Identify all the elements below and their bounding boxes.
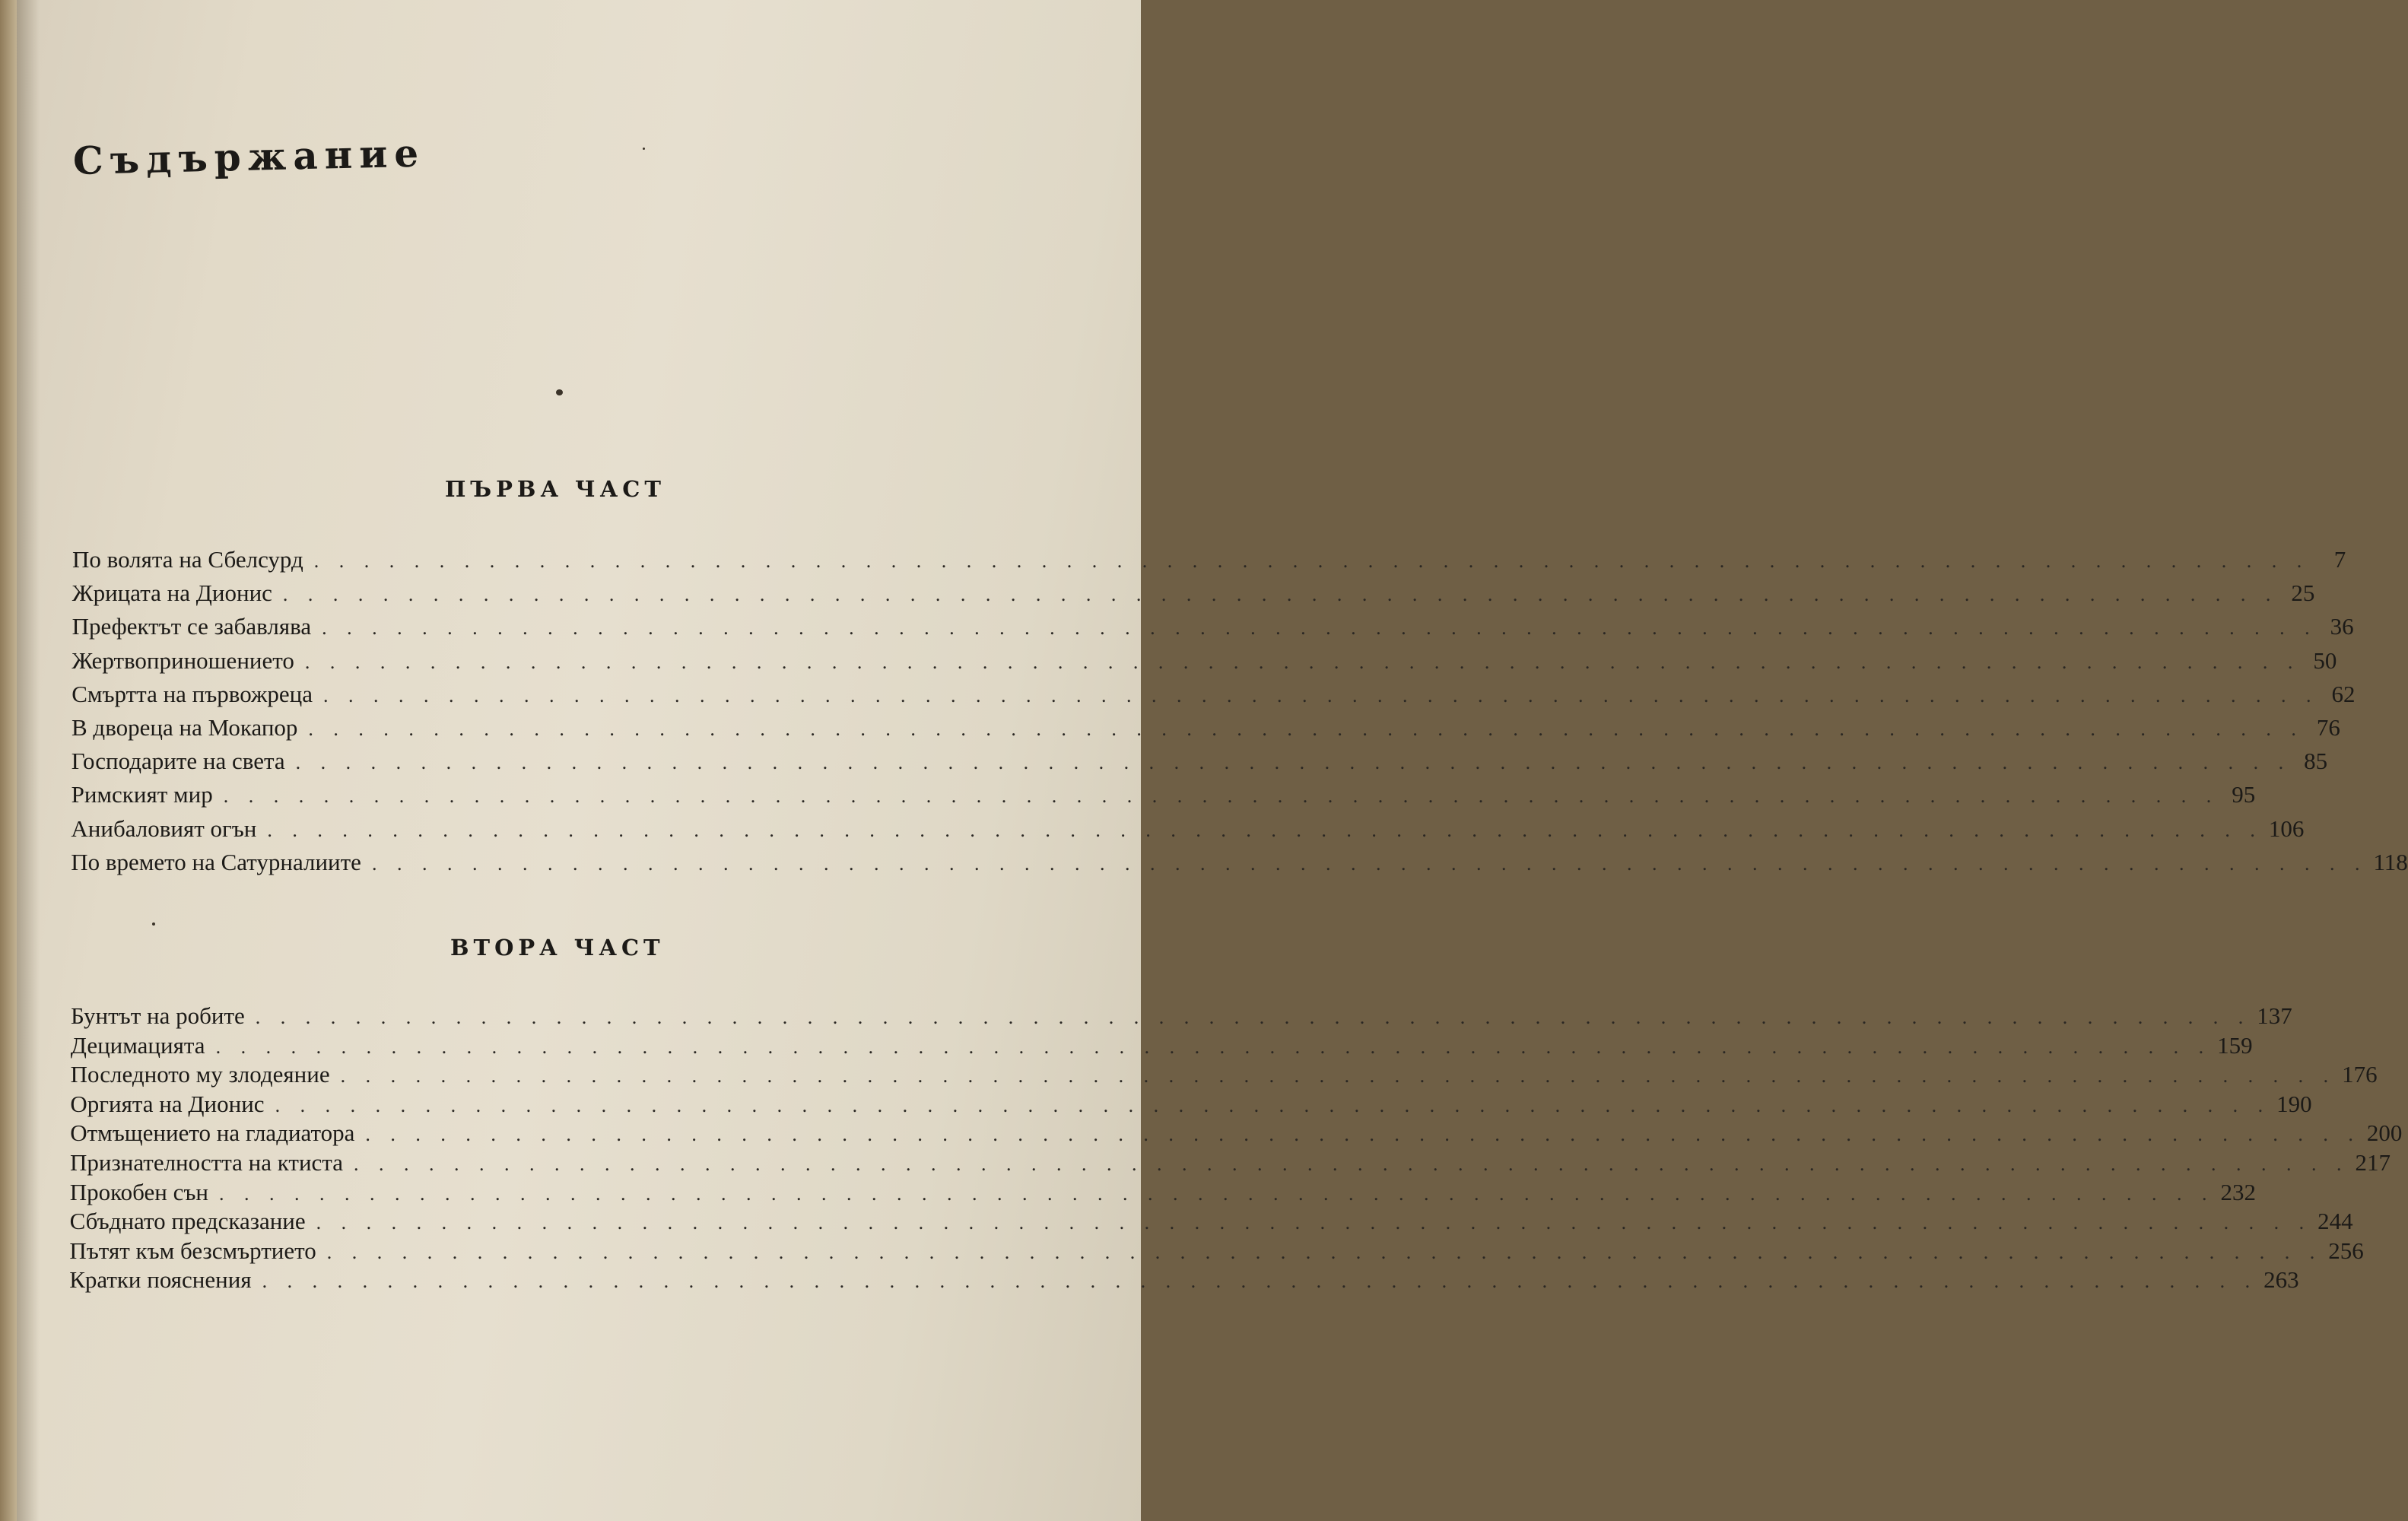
toc-entry-page-number: 76 [2316, 714, 2340, 741]
toc-entry [71, 580, 2315, 607]
toc-entry-title: Децимацията [70, 1031, 205, 1059]
toc-entry [70, 1090, 2312, 1118]
toc-entry [69, 1178, 2257, 1206]
toc-entry-page-number: 36 [2330, 613, 2354, 640]
toc-entry-page-number: 176 [2342, 1061, 2378, 1088]
book-spine-edge [0, 0, 17, 1521]
toc-entry-page-number: 190 [2276, 1090, 2312, 1117]
toc-leader-dots: . . . . . . . . . . . . . . . . . . . . . . . . . . . . . . . . . . . . . . . . . . . . . . . . . . . . . . . . . . . . . . . . . . . . . . . . . . . . . . . . [308, 718, 2304, 740]
toc-entry-title: Кратки пояснения [69, 1266, 252, 1294]
toc-entry [71, 1002, 2292, 1030]
toc-entry-title: По времето на Сатурналиите [71, 848, 361, 875]
page-gutter-shadow [17, 0, 40, 1521]
toc-entry-title: Сбъднато предсказание [69, 1208, 306, 1235]
toc-leader-dots: . . . . . . . . . . . . . . . . . . . . . . . . . . . . . . . . . . . . . . . . . . . . . . . . . . . . . . . . . . . . . . . . . . . . . . . . . . . . . . . . [295, 751, 2292, 774]
toc-entry-page-number: 62 [2331, 680, 2356, 707]
toc-leader-dots: . . . . . . . . . . . . . . . . . . . . . . . . . . . . . . . . . . . . . . . . . . . . . . . . . . . . . . . . . . . . . . . . . . . . . . . . . . . . . . . . [322, 684, 2319, 707]
toc-entry [71, 613, 2354, 640]
toc-entry [71, 714, 2340, 741]
toc-entry-page-number: 118 [2373, 848, 2408, 875]
toc-entry-page-number: 25 [2291, 580, 2315, 607]
toc-entry [70, 1061, 2378, 1088]
toc-entry-title: Смъртта на първожреца [71, 680, 313, 707]
toc-entry [70, 1119, 2403, 1147]
toc-entry-title: Бунтът на робите [71, 1002, 245, 1029]
toc-leader-dots: . . . . . . . . . . . . . . . . . . . . . . . . . . . . . . . . . . . . . . . . . . . . . . . . . . . . . . . . . . . . . . . . . . . . . . . . . . . . . . . . [215, 1035, 2212, 1058]
toc-entry [71, 848, 2408, 876]
toc-entry-page-number: 256 [2328, 1237, 2364, 1264]
toc-entry-title: В двореца на Мокапор [71, 714, 298, 741]
part-one-heading: ПЪРВА ЧАСТ [445, 476, 666, 502]
toc-entry-title: Жрицата на Дионис [71, 580, 272, 607]
toc-leader-dots: . . . . . . . . . . . . . . . . . . . . . . . . . . . . . . . . . . . . . . . . . . . . . . . . . . . . . . . . . . . . . . . . . . . . . . . . . . . . . . . . [340, 1065, 2337, 1088]
toc-entry [71, 814, 2305, 843]
toc-leader-dots: . . . . . . . . . . . . . . . . . . . . . . . . . . . . . . . . . . . . . . . . . . . . . . . . . . . . . . . . . . . . . . . . . . . . . . . . . . . . . . . . [313, 550, 2310, 572]
toc-entry-page-number: 106 [2268, 814, 2305, 842]
toc-entry-page-number: 217 [2355, 1149, 2391, 1176]
toc-entry-page-number: 7 [2333, 546, 2346, 573]
toc-entry [71, 680, 2356, 708]
toc-entry [72, 546, 2346, 573]
toc-entry [69, 1237, 2364, 1265]
toc-entry-page-number: 200 [2366, 1119, 2403, 1147]
toc-entry-page-number: 263 [2263, 1266, 2299, 1294]
toc-entry [71, 781, 2256, 808]
toc-entry-title: Анибаловият огън [71, 814, 257, 842]
toc-entry-page-number: 95 [2232, 781, 2256, 808]
toc-leader-dots: . . . . . . . . . . . . . . . . . . . . . . . . . . . . . . . . . . . . . . . . . . . . . . . . . . . . . . . . . . . . . . . . . . . . . . . . . . . . . . . . [223, 785, 2219, 808]
ink-speck [152, 922, 155, 926]
toc-entry-title: Жертвоприношението [71, 646, 294, 674]
toc-entry [70, 1031, 2253, 1059]
part-two-heading: ВТОРА ЧАСТ [450, 935, 665, 961]
toc-leader-dots: . . . . . . . . . . . . . . . . . . . . . . . . . . . . . . . . . . . . . . . . . . . . . . . . . . . . . . . . . . . . . . . . . . . . . . . . . . . . . . . . [255, 1006, 2251, 1028]
toc-entry [71, 748, 2328, 775]
toc-leader-dots: . . . . . . . . . . . . . . . . . . . . . . . . . . . . . . . . . . . . . . . . . . . . . . . . . . . . . . . . . . . . . . . . . . . . . . . . . . . . . . . . [353, 1153, 2349, 1175]
toc-leader-dots: . . . . . . . . . . . . . . . . . . . . . . . . . . . . . . . . . . . . . . . . . . . . . . . . . . . . . . . . . . . . . . . . . . . . . . . . . . . . . . . . [304, 650, 2301, 673]
toc-leader-dots: . . . . . . . . . . . . . . . . . . . . . . . . . . . . . . . . . . . . . . . . . . . . . . . . . . . . . . . . . . . . . . . . . . . . . . . . . . . . . . . . [365, 1123, 2361, 1146]
toc-entry-title: Признателността на ктиста [70, 1149, 343, 1176]
toc-entry-page-number: 137 [2257, 1002, 2292, 1029]
toc-entry-page-number: 244 [2317, 1208, 2353, 1235]
toc-entry-page-number: 159 [2217, 1031, 2253, 1059]
toc-leader-dots: . . . . . . . . . . . . . . . . . . . . . . . . . . . . . . . . . . . . . . . . . . . . . . . . . . . . . . . . . . . . . . . . . . . . . . . . . . . . . . . . [262, 1270, 2258, 1293]
toc-entry [70, 1149, 2391, 1176]
toc-leader-dots: . . . . . . . . . . . . . . . . . . . . . . . . . . . . . . . . . . . . . . . . . . . . . . . . . . . . . . . . . . . . . . . . . . . . . . . . . . . . . . . . [322, 617, 2317, 640]
toc-leader-dots: . . . . . . . . . . . . . . . . . . . . . . . . . . . . . . . . . . . . . . . . . . . . . . . . . . . . . . . . . . . . . . . . . . . . . . . . . . . . . . . . [316, 1211, 2312, 1234]
toc-entry-title: Пътят към безсмъртието [69, 1237, 316, 1264]
toc-entry [69, 1208, 2353, 1235]
toc-leader-dots: . . . . . . . . . . . . . . . . . . . . . . . . . . . . . . . . . . . . . . . . . . . . . . . . . . . . . . . . . . . . . . . . . . . . . . . . . . . . . . . . [267, 818, 2263, 841]
toc-entry-title: Отмъщението на гладиатора [70, 1119, 355, 1147]
toc-entry-title: Последното му злодеяние [70, 1061, 330, 1088]
toc-entry [69, 1266, 2299, 1294]
toc-entry-title: Оргията на Дионис [70, 1090, 265, 1117]
toc-entry [71, 646, 2337, 675]
toc-leader-dots: . . . . . . . . . . . . . . . . . . . . . . . . . . . . . . . . . . . . . . . . . . . . . . . . . . . . . . . . . . . . . . . . . . . . . . . . . . . . . . . . [282, 583, 2279, 606]
toc-entry-title: Господарите на света [71, 748, 285, 775]
toc-entry-title: Римският мир [71, 781, 213, 808]
toc-entry-page-number: 85 [2304, 748, 2328, 775]
ink-speck [643, 148, 645, 150]
toc-leader-dots: . . . . . . . . . . . . . . . . . . . . . . . . . . . . . . . . . . . . . . . . . . . . . . . . . . . . . . . . . . . . . . . . . . . . . . . . . . . . . . . . [275, 1094, 2271, 1116]
toc-leader-dots: . . . . . . . . . . . . . . . . . . . . . . . . . . . . . . . . . . . . . . . . . . . . . . . . . . . . . . . . . . . . . . . . . . . . . . . . . . . . . . . . [371, 852, 2368, 875]
toc-leader-dots: . . . . . . . . . . . . . . . . . . . . . . . . . . . . . . . . . . . . . . . . . . . . . . . . . . . . . . . . . . . . . . . . . . . . . . . . . . . . . . . . [326, 1240, 2323, 1263]
ink-speck [556, 389, 563, 395]
toc-entry-page-number: 50 [2313, 646, 2337, 674]
toc-entry-page-number: 232 [2220, 1178, 2257, 1205]
toc-entry-title: Префектът се забавлява [71, 613, 312, 640]
toc-leader-dots: . . . . . . . . . . . . . . . . . . . . . . . . . . . . . . . . . . . . . . . . . . . . . . . . . . . . . . . . . . . . . . . . . . . . . . . . . . . . . . . . [219, 1182, 2215, 1205]
toc-entry-title: По волята на Сбелсурд [72, 546, 303, 573]
page-title: Съдържание [72, 129, 426, 183]
toc-entry-title: Прокобен сън [69, 1178, 209, 1205]
